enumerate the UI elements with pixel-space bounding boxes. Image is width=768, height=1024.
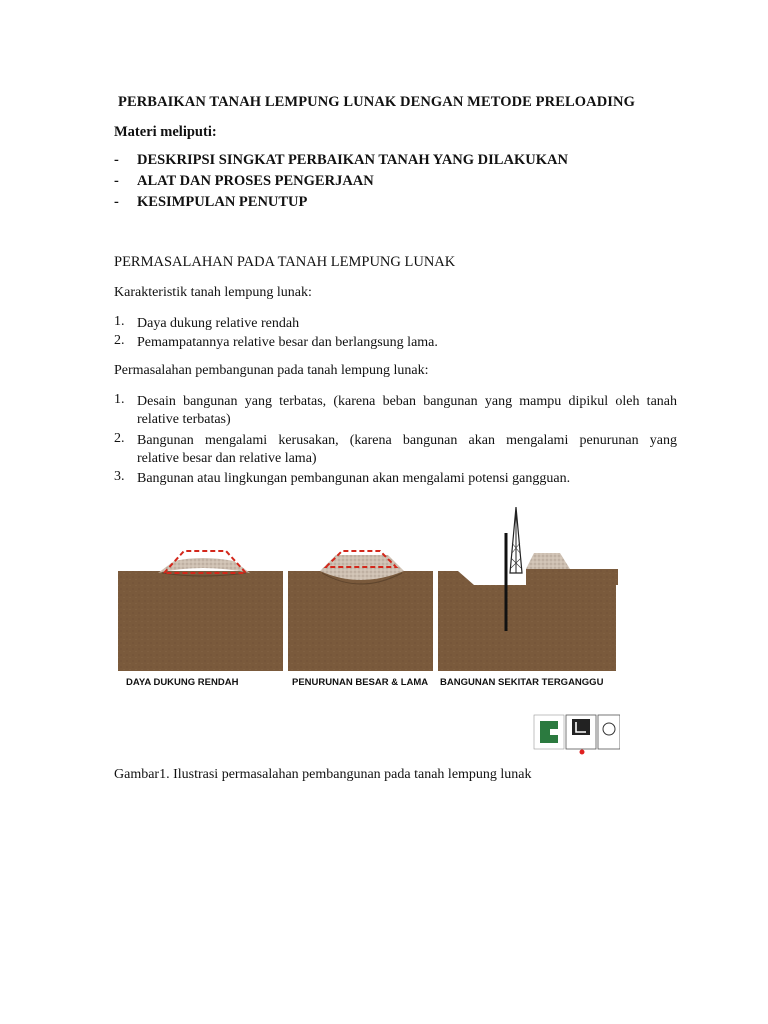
panel-label-1: DAYA DUKUNG RENDAH bbox=[126, 677, 239, 688]
list-number: 1. bbox=[114, 314, 125, 329]
red-dot-icon bbox=[580, 750, 585, 755]
soil-block bbox=[118, 571, 283, 671]
permasalahan-item-1-line2: relative terbatas) bbox=[137, 412, 231, 427]
panel-penurunan bbox=[288, 551, 433, 688]
list-number: 2. bbox=[114, 333, 125, 348]
list-number: 2. bbox=[114, 431, 125, 446]
materi-item-3: KESIMPULAN PENUTUP bbox=[137, 194, 308, 210]
permasalahan-item-1-line1: Desain bangunan yang terbatas, (karena beban bangunan yang mampu dipikul oleh tanah bbox=[137, 394, 677, 409]
soil-block bbox=[438, 571, 616, 671]
permasalahan-intro: Permasalahan pembangunan pada tanah lempung lunak: bbox=[114, 363, 429, 378]
section-heading: PERMASALAHAN PADA TANAH LEMPUNG LUNAK bbox=[114, 254, 456, 270]
bullet-dash: - bbox=[114, 152, 119, 168]
karakteristik-intro: Karakteristik tanah lempung lunak: bbox=[114, 285, 312, 300]
karakteristik-item-1: Daya dukung relative rendah bbox=[137, 316, 300, 331]
soil-step bbox=[526, 569, 618, 585]
figure-svg bbox=[114, 503, 620, 755]
materi-item-2: ALAT DAN PROSES PENGERJAAN bbox=[137, 173, 374, 189]
permasalahan-item-2-line2: relative besar dan relative lama) bbox=[137, 451, 317, 466]
figure-caption: Gambar1. Ilustrasi permasalahan pembangunan pada tanah lempung lunak bbox=[114, 767, 532, 782]
panel-bangunan-sekitar bbox=[438, 507, 618, 688]
materi-item-1: DESKRIPSI SINGKAT PERBAIKAN TANAH YANG DILAKUKAN bbox=[137, 152, 568, 168]
gravel-mound bbox=[526, 553, 570, 569]
panel-daya-dukung bbox=[118, 551, 283, 688]
bullet-dash: - bbox=[114, 173, 119, 189]
karakteristik-item-2: Pemampatannya relative besar dan berlangsung lama. bbox=[137, 335, 438, 350]
panel-label-2: PENURUNAN BESAR & LAMA bbox=[292, 677, 429, 688]
permasalahan-item-2-line1: Bangunan mengalami kerusakan, (karena bangunan akan mengalami penurunan yang bbox=[137, 433, 677, 448]
soil-block bbox=[288, 571, 433, 671]
panel-label-3: BANGUNAN SEKITAR TERGANGGU bbox=[440, 677, 604, 688]
list-number: 1. bbox=[114, 392, 125, 407]
document-title: PERBAIKAN TANAH LEMPUNG LUNAK DENGAN METODE PRELOADING bbox=[118, 94, 635, 110]
bullet-dash: - bbox=[114, 194, 119, 210]
materi-heading: Materi meliputi: bbox=[114, 124, 217, 140]
logo-frame bbox=[598, 715, 620, 749]
permasalahan-item-3-line1: Bangunan atau lingkungan pembangunan akan mengalami potensi gangguan. bbox=[137, 471, 571, 486]
figure-illustration bbox=[114, 503, 620, 755]
certification-logos bbox=[534, 715, 620, 755]
list-number: 3. bbox=[114, 469, 125, 484]
